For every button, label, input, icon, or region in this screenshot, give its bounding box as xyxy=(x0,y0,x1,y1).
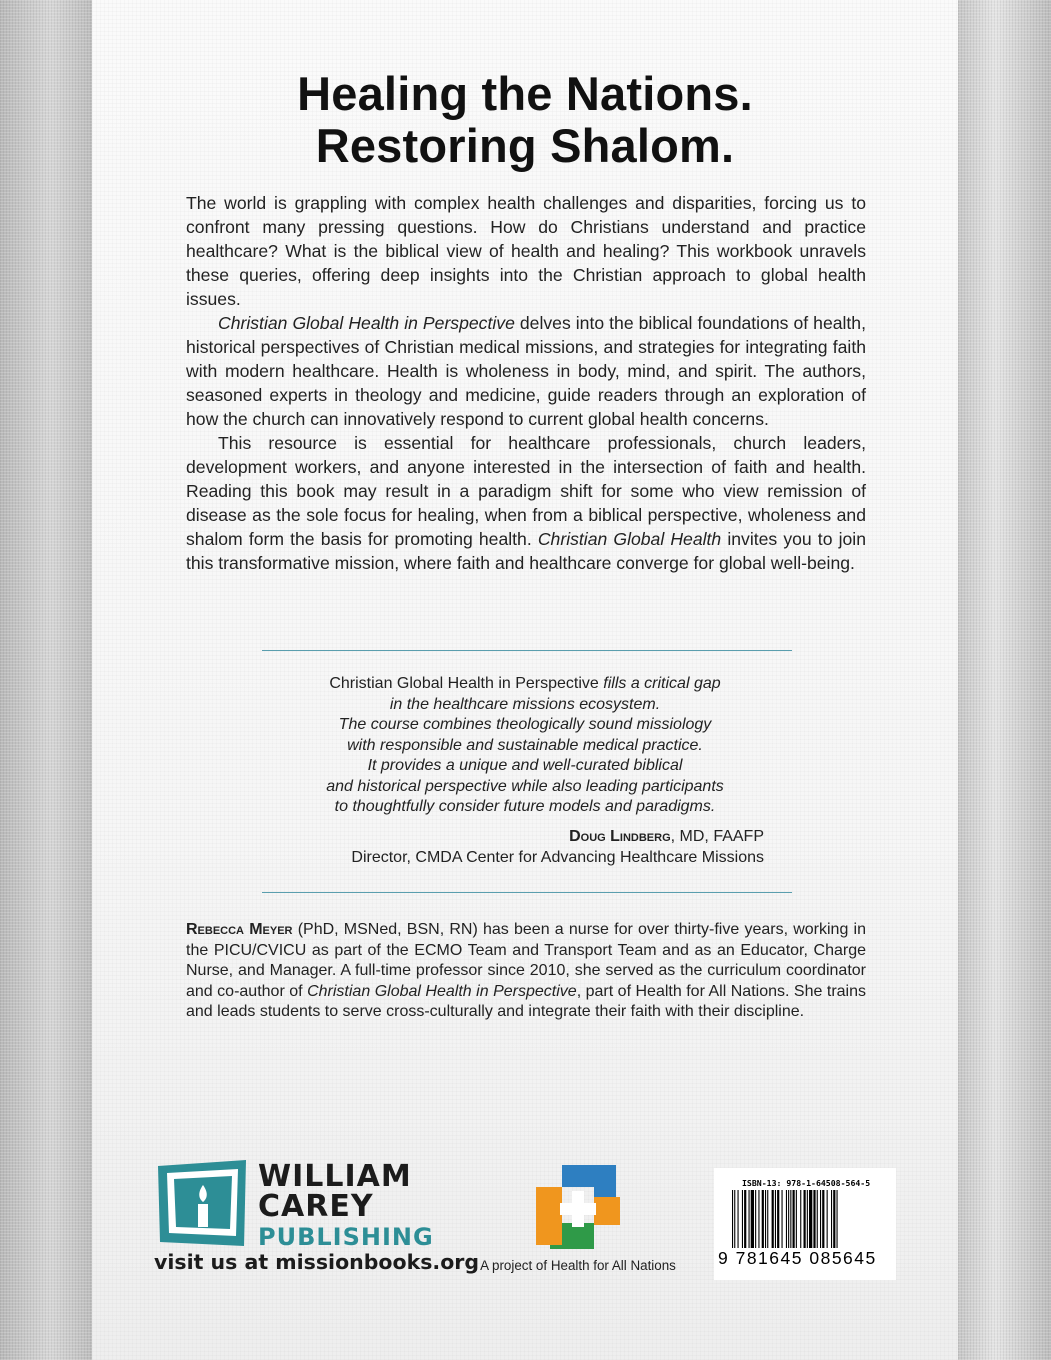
quote-line: The course combines theologically sound missiology xyxy=(338,716,712,733)
barcode-bar xyxy=(749,1190,750,1248)
candle-logo-icon xyxy=(154,1160,250,1248)
barcode-bar xyxy=(777,1190,779,1248)
author-bio-book-title: Christian Global Health in Perspective xyxy=(307,982,577,1000)
barcode-bar xyxy=(827,1190,828,1248)
quote-line: with responsible and sustainable medical practice. xyxy=(347,736,703,754)
description-paragraph-3-text: This resource is essential for healthcare professionals, church leaders, development workers, and anyone interested in the intersection of faith and health. Reading this book may result in a paradigm shift for some who view remission of disease as the sole focus for healing, when from a biblical perspective, wholeness and shalom form the basis for promoting health. xyxy=(186,433,866,549)
book-short-title-italic: Christian Global Health xyxy=(537,529,722,549)
endorser-name: Doug Lindberg xyxy=(569,828,671,845)
barcode-number: 9 781645 085645 xyxy=(718,1248,877,1268)
author-name: Rebecca Meyer xyxy=(186,921,293,938)
description-paragraph-1: The world is grappling with complex health challenges and disparities, forcing us to confront many pressing questions. How do Christians understand and practice healthcare? What is the biblical view of health and healing? This workbook unravels these queries, offering deep insights into the Christian approach to global health issues. xyxy=(186,193,866,309)
barcode-bar xyxy=(820,1190,821,1248)
barcode-bar xyxy=(775,1190,776,1248)
barcode-bar xyxy=(833,1190,835,1248)
quote-line: and historical perspective while also leading participants xyxy=(326,777,724,795)
barcode-bar xyxy=(762,1190,764,1248)
barcode-bar xyxy=(755,1190,756,1248)
barcode-bar xyxy=(804,1190,806,1248)
barcode-bars xyxy=(730,1190,882,1248)
barcode-bar xyxy=(786,1190,787,1248)
barcode-bar xyxy=(809,1190,812,1248)
barcode-bar xyxy=(758,1190,759,1248)
quote-line: to thoughtfully consider future models and paradigms. xyxy=(334,798,716,815)
description-paragraph-3-end: invites you to join this transformative mission, where faith and healthcare converge for global well-being. xyxy=(186,529,866,573)
divider-bottom xyxy=(262,892,792,893)
barcode-bar xyxy=(837,1190,838,1248)
project-caption: A project of Health for All Nations xyxy=(480,1258,676,1273)
author-bio-text-end: , part of Health for All Nations. She trains and leads students to serve cross-culturally and integrate their faith with their discipline. xyxy=(186,982,867,1020)
isbn-label: ISBN-13: 978-1-64508-564-5 xyxy=(742,1178,871,1188)
headline-line-2: Restoring Shalom. xyxy=(315,119,735,172)
headline-line-1: Healing the Nations. xyxy=(297,67,753,120)
barcode-bar xyxy=(813,1190,815,1248)
endorsement-attribution xyxy=(186,826,764,868)
barcode-bar xyxy=(831,1190,832,1248)
quote-line-1-rest: fills a critical gap xyxy=(603,675,721,692)
barcode-bar xyxy=(772,1190,774,1248)
barcode-bar xyxy=(817,1190,818,1248)
book-title-italic: Christian Global Health in Perspective xyxy=(218,313,515,333)
publisher-url: visit us at missionbooks.org xyxy=(154,1250,480,1274)
barcode-bar xyxy=(822,1190,824,1248)
barcode-bar xyxy=(738,1190,739,1248)
barcode-bar xyxy=(796,1190,797,1248)
barcode-bar xyxy=(734,1190,735,1248)
publisher-name-line-3: PUBLISHING xyxy=(258,1223,434,1251)
health-cross-logo-icon xyxy=(528,1157,628,1257)
barcode-bar xyxy=(788,1190,789,1248)
headline xyxy=(92,68,958,172)
publisher-name-line-2: CAREY xyxy=(258,1189,374,1224)
quote-line: in the healthcare missions ecosystem. xyxy=(389,695,661,713)
barcode-bar xyxy=(793,1190,795,1248)
left-texture-border xyxy=(0,0,92,1360)
back-cover xyxy=(92,0,958,1360)
description-paragraph-2-text: delves into the biblical foundations of health, historical perspectives of Christian medical missions, and strategies for integrating faith with modern healthcare. Health is wholeness in body, mind, and spirit. The authors, seasoned experts in theology and medicine, guide readers through an exploration of how the church can innovatively respond to current global health concerns. xyxy=(186,313,866,429)
barcode-bar xyxy=(732,1190,733,1248)
divider-top xyxy=(262,650,792,651)
publisher-wordmark xyxy=(258,1159,448,1252)
quote-line: It provides a unique and well-curated biblical xyxy=(367,757,683,774)
barcode-bar xyxy=(742,1190,743,1248)
quote-book-title: Christian Global Health in Perspective xyxy=(329,675,599,692)
endorsement-quote xyxy=(212,674,838,818)
barcode-bar xyxy=(807,1190,808,1248)
barcode-bar xyxy=(767,1190,768,1248)
barcode-bar xyxy=(751,1190,754,1248)
endorser-credentials: , MD, FAAFP xyxy=(670,828,764,845)
description-paragraph-2 xyxy=(186,311,866,431)
barcode-bar xyxy=(790,1190,791,1248)
quote-line xyxy=(212,674,838,695)
description xyxy=(186,191,866,575)
author-bio-text: (PhD, MSNed, BSN, RN) has been a nurse for over thirty-five years, working in the PICU/CVICU as part of the ECMO Team and Transport Team and as an Educator, Charge Nurse, and Manager. A full-time professor since 2010, she served as the curriculum coordinator and co-author of xyxy=(186,921,867,1000)
endorser-role: Director, CMDA Center for Advancing Healthcare Missions xyxy=(351,849,764,866)
description-paragraph-3 xyxy=(186,431,866,575)
barcode-bar xyxy=(765,1190,766,1248)
endorser-line xyxy=(186,826,764,847)
author-bio xyxy=(186,920,866,1023)
barcode-bar xyxy=(744,1190,746,1248)
barcode-bar xyxy=(800,1190,801,1248)
right-texture-border xyxy=(958,0,1051,1360)
isbn-barcode xyxy=(714,1168,896,1280)
barcode-bar xyxy=(782,1190,783,1248)
publisher-name-line-1: WILLIAM xyxy=(258,1159,412,1194)
